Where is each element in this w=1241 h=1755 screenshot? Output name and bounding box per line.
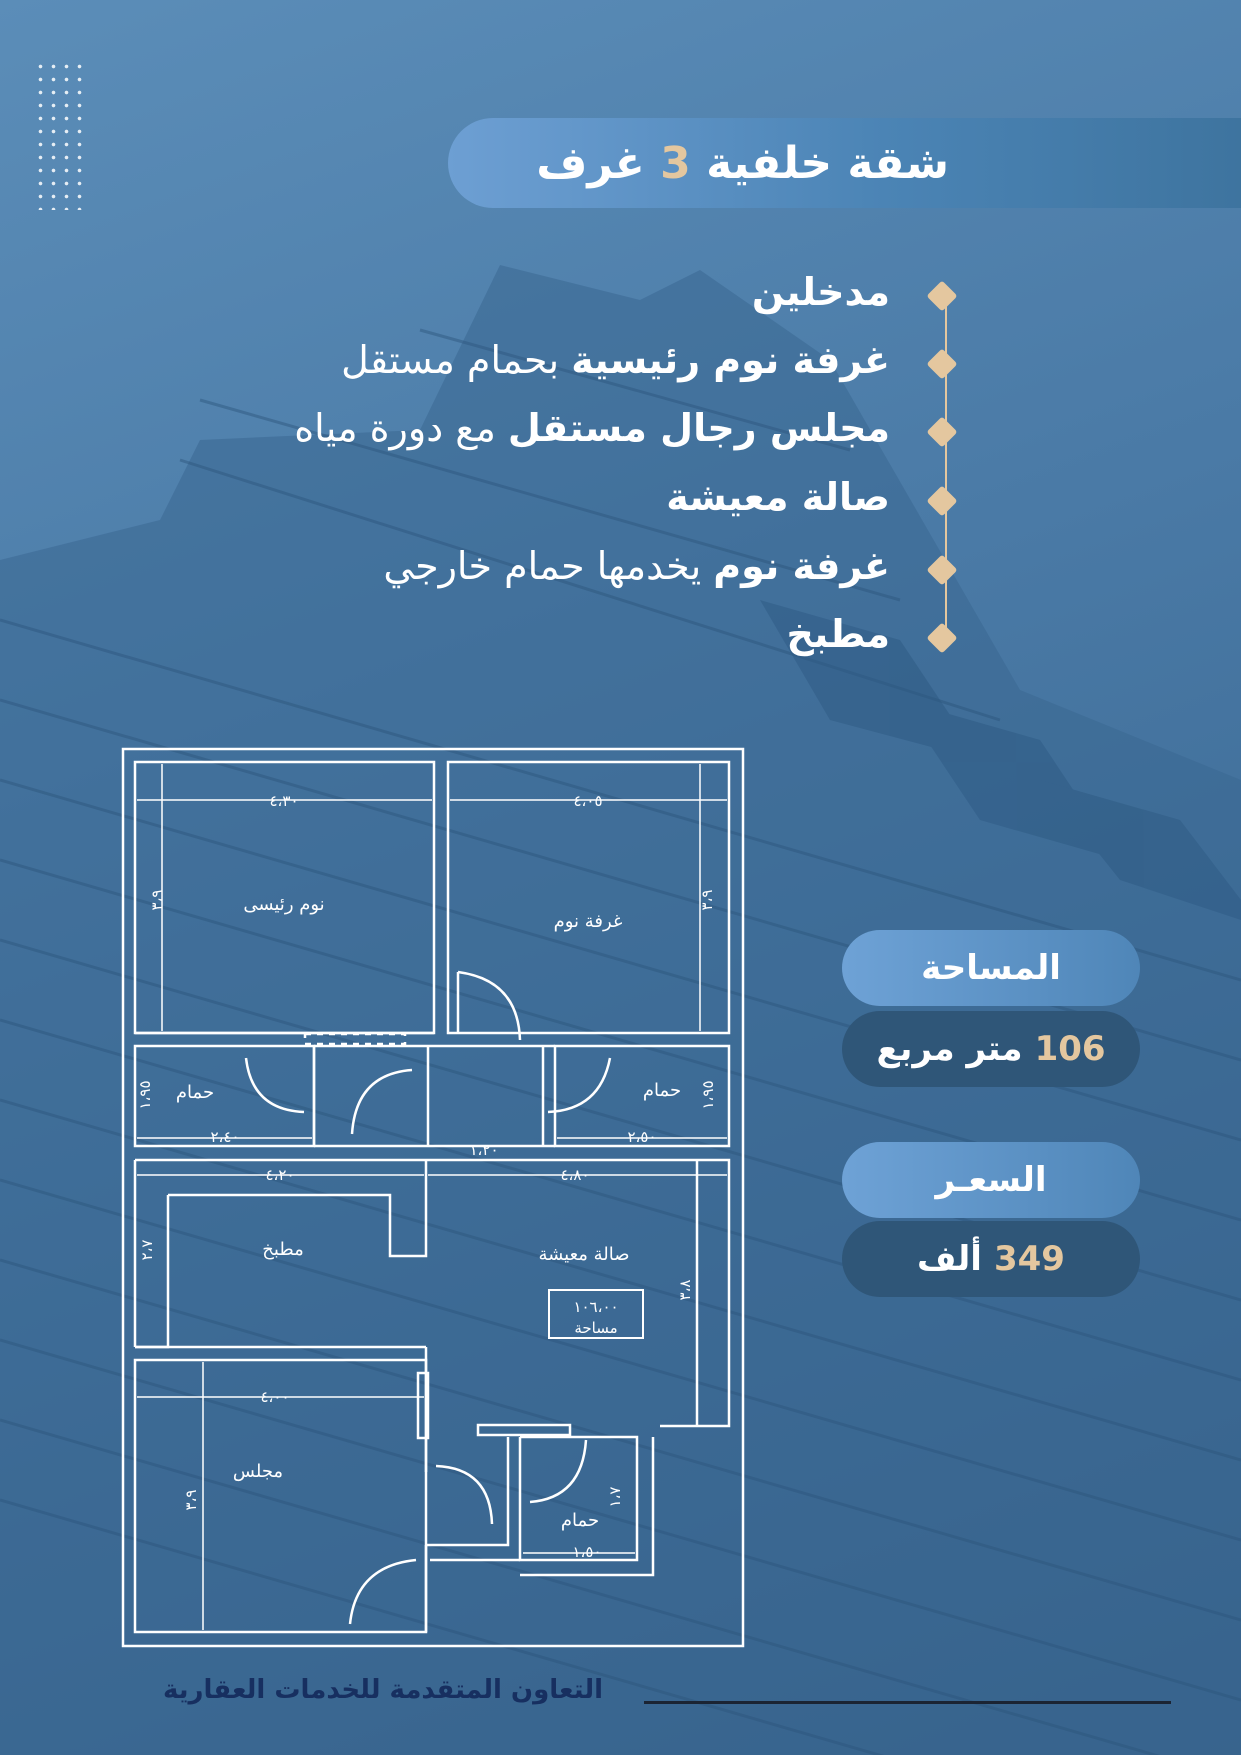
feature-bold: مطبخ: [786, 612, 890, 656]
price-label-pill: [842, 1142, 1140, 1218]
plan-label-bedroom: غرفة نوم: [553, 911, 623, 932]
dimension-label: ١،٩٥: [136, 1080, 154, 1110]
feature-rest: يخدمها حمام خارجي: [383, 544, 714, 588]
price-value-pill: [842, 1221, 1140, 1297]
feature-rest: بحمام مستقل: [341, 338, 572, 382]
dimension-label: ٤،٣٠: [269, 792, 299, 810]
feature-bold: مدخلين: [751, 270, 890, 314]
price-value: 349: [993, 1239, 1065, 1279]
feature-bold: غرفة نوم رئيسية: [571, 338, 890, 382]
dimension-label: ١،٢٠: [469, 1141, 499, 1159]
dimension-label: ١،٥٠: [572, 1543, 602, 1561]
footer-divider: [644, 1701, 1171, 1704]
title-text: شقة خلفية: [706, 137, 949, 189]
dimension-label: ٤،٠٥: [573, 792, 603, 810]
area-value: 106: [1034, 1029, 1106, 1069]
dimension-label: ٣،٨: [676, 1279, 694, 1301]
plan-label-kitchen: مطبخ: [262, 1239, 304, 1260]
area-label-pill: [842, 930, 1140, 1006]
plan-label-living: صالة معيشة: [538, 1244, 630, 1265]
feature-rest: مع دورة مياه: [294, 406, 508, 450]
dimension-label: ٣،٩: [182, 1489, 200, 1511]
dimension-label: ٢،٧: [138, 1239, 156, 1261]
plan-area-word: مساحة: [574, 1319, 618, 1337]
dimension-label: ٤،٨٠: [560, 1166, 590, 1184]
company-name: التعاون المتقدمة للخدمات العقارية: [163, 1675, 603, 1705]
plan-label-bath: حمام: [642, 1080, 682, 1101]
dimension-label: ٢،٥٠: [627, 1128, 657, 1146]
feature-bold: غرفة نوم: [713, 544, 890, 588]
area-value-pill: [842, 1011, 1140, 1087]
dimension-label: ٣،٩: [148, 889, 166, 911]
title-room-count: 3: [660, 137, 691, 189]
area-unit: متر مربع: [876, 1029, 1023, 1069]
plan-area-value: ١٠٦،٠٠: [573, 1298, 619, 1316]
dimension-label: ١،٩٥: [699, 1080, 717, 1110]
plan-label-master-bedroom: نوم رئيسى: [243, 894, 325, 915]
dimension-label: ٤،٠٠: [260, 1388, 290, 1406]
dimension-label: ٣،٩: [698, 889, 716, 911]
title-suffix: غرف: [536, 137, 645, 189]
price-label: السعـر: [935, 1160, 1047, 1200]
price-unit: ألف: [917, 1239, 982, 1279]
feature-bold: صالة معيشة: [666, 475, 890, 519]
dimension-label: ١،٧: [606, 1486, 624, 1508]
dimension-label: ٢،٤٠: [210, 1128, 240, 1146]
feature-bold: مجلس رجال مستقل: [507, 406, 890, 450]
plan-label-majlis: مجلس: [232, 1461, 284, 1482]
dimension-label: ٤،٢٠: [265, 1166, 295, 1184]
plan-label-bath: حمام: [175, 1082, 215, 1103]
plan-label-bath: حمام: [560, 1510, 600, 1531]
area-label: المساحة: [921, 948, 1061, 988]
